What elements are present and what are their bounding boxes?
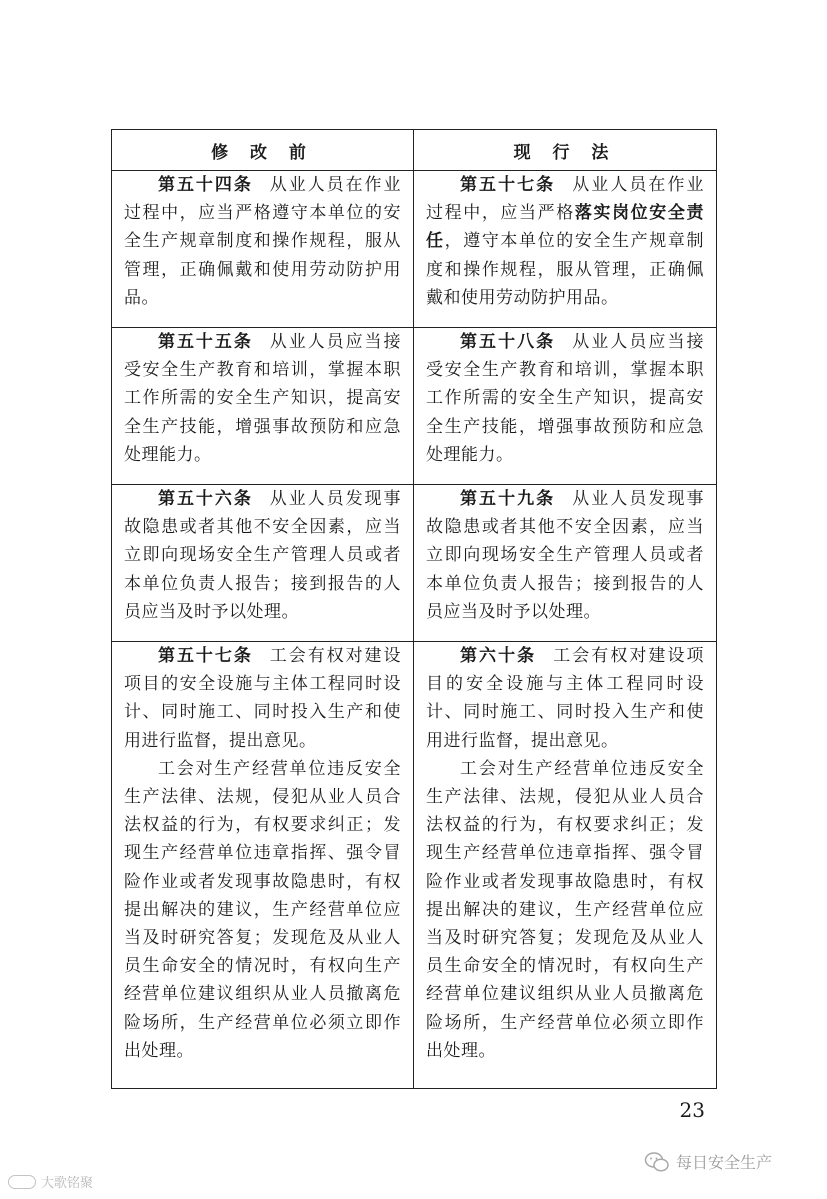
watermark-right-text: 每日安全生产 <box>676 1153 773 1172</box>
paragraph <box>426 642 704 755</box>
article-number: 第五十六条 <box>158 489 253 509</box>
article-number: 第五十四条 <box>158 175 253 195</box>
table-row <box>112 171 717 328</box>
article-number: 第六十条 <box>460 646 537 666</box>
article-text: 工会有权对建设项目的安全设施与主体工程同时设计、同时施工、同时投入生产和使用进行监督，提出意见。 <box>426 646 705 751</box>
header-current: 现 行 法 <box>414 130 717 171</box>
weibo-logo-icon <box>8 1175 36 1189</box>
article-text: 从业人员应当接受安全生产教育和培训，掌握本职工作所需的安全生产知识，提高安全生产技能，增强事故预防和应急处理能力。 <box>426 332 705 465</box>
paragraph <box>124 328 401 469</box>
cell-current <box>414 328 717 485</box>
article-number: 第五十八条 <box>460 332 556 352</box>
watermark-left <box>8 1172 93 1191</box>
article-text: 从业人员应当接受安全生产教育和培训，掌握本职工作所需的安全生产知识，提高安全生产技能，增强事故预防和应急处理能力。 <box>124 332 402 465</box>
cell-before <box>112 642 414 1089</box>
article-text: ，遵守本单位的安全生产规章制度和操作规程，服从管理，正确佩戴和使用劳动防护用品。 <box>426 231 705 308</box>
article-text: 从业人员发现事故隐患或者其他不安全因素，应当立即向现场安全生产管理人员或者本单位负责人报告；接到报告的人员应当及时予以处理。 <box>124 489 402 622</box>
cell-current <box>414 642 717 1089</box>
article-number: 第五十七条 <box>158 646 253 666</box>
article-number: 第五十五条 <box>158 332 253 352</box>
table-row <box>112 328 717 485</box>
watermark-left-text: 大歌铭聚 <box>41 1176 94 1191</box>
cell-before <box>112 328 414 485</box>
wechat-logo-icon <box>644 1151 670 1173</box>
comparison-table <box>111 129 717 1089</box>
amended-text: 落实岗位安全责任 <box>426 203 705 252</box>
article-number: 第五十七条 <box>460 175 556 195</box>
article-text: 从业人员在作业过程中，应当严格遵守本单位的安全生产规章制度和操作规程，服从管理，正确佩戴和使用劳动防护用品。 <box>124 175 402 308</box>
article-number: 第五十九条 <box>460 489 556 509</box>
paragraph <box>426 485 704 626</box>
paragraph: 工会对生产经营单位违反安全生产法律、法规，侵犯从业人员合法权益的行为，有权要求纠正；发现生产经营单位违章指挥、强令冒险作业或者发现事故隐患时，有权提出解决的建议，生产经营单位应当及时研究答复；发现危及从业人员生命安全的情况时，有权向生产经营单位建议组织从业人员撤离危险场所，生产经营单位必须立即作出处理。 <box>426 758 704 1061</box>
page-number: 23 <box>679 1098 705 1122</box>
article-text: 从业人员在作业过程中，应当严格 <box>426 175 705 224</box>
article-text: 工会有权对建设项目的安全设施与主体工程同时设计、同时施工、同时投入生产和使用进行监督，提出意见。 <box>124 646 402 751</box>
paragraph <box>426 171 704 312</box>
paragraph <box>124 171 401 312</box>
article-text: 从业人员发现事故隐患或者其他不安全因素，应当立即向现场安全生产管理人员或者本单位负责人报告；接到报告的人员应当及时予以处理。 <box>426 489 705 622</box>
watermark-right <box>644 1150 772 1173</box>
cell-before <box>112 171 414 328</box>
header-before: 修 改 前 <box>112 130 414 171</box>
cell-current <box>414 171 717 328</box>
table-row <box>112 485 717 642</box>
cell-before <box>112 485 414 642</box>
paragraph <box>124 642 401 755</box>
cell-current <box>414 485 717 642</box>
paragraph: 工会对生产经营单位违反安全生产法律、法规，侵犯从业人员合法权益的行为，有权要求纠正；发现生产经营单位违章指挥、强令冒险作业或者发现事故隐患时，有权提出解决的建议，生产经营单位应当及时研究答复；发现危及从业人员生命安全的情况时，有权向生产经营单位建议组织从业人员撤离危险场所，生产经营单位必须立即作出处理。 <box>124 758 401 1061</box>
table-row <box>112 642 717 1089</box>
paragraph <box>124 485 401 626</box>
paragraph <box>426 328 704 469</box>
table-header-row <box>112 130 717 171</box>
